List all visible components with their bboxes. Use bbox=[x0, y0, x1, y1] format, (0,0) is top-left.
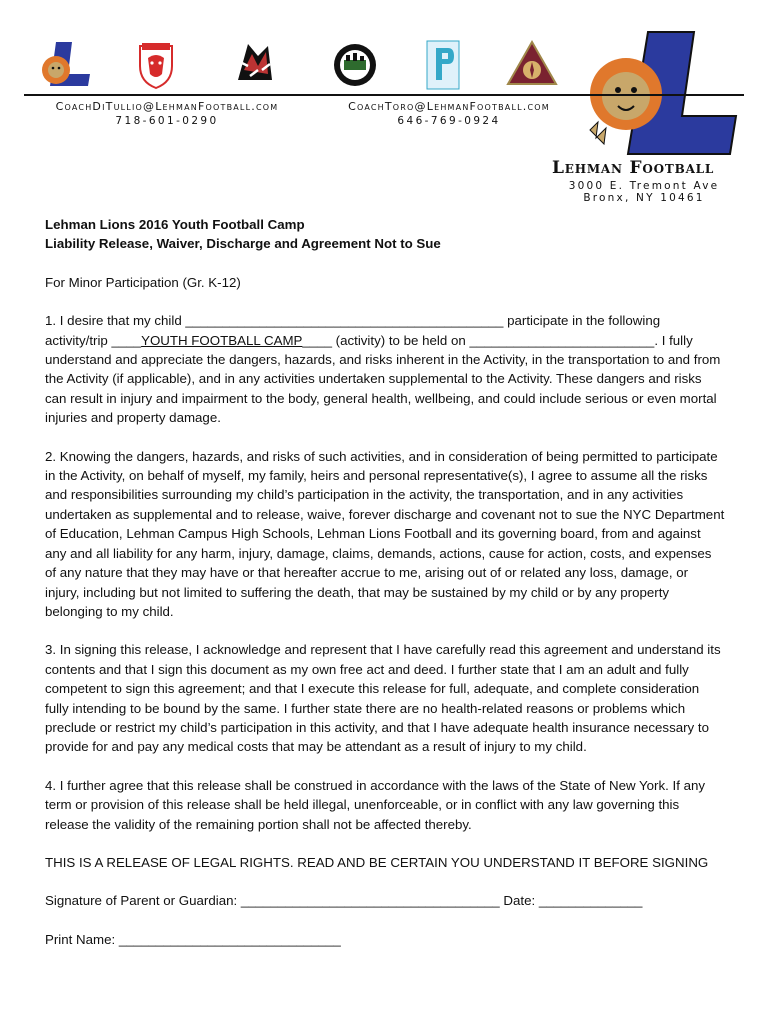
letter-p-logo bbox=[426, 40, 460, 90]
coach2-email: CoachToro@LehmanFootball.com bbox=[348, 100, 550, 113]
circle-badge-logo bbox=[332, 42, 378, 88]
document-title: Lehman Lions 2016 Youth Football Camp bbox=[45, 217, 305, 232]
tiger-logo bbox=[234, 40, 276, 86]
coach1-phone: 718-601-0290 bbox=[115, 115, 219, 127]
header-divider bbox=[24, 94, 744, 96]
release-document bbox=[45, 215, 725, 949]
participation-line: For Minor Participation (Gr. K-12) bbox=[45, 274, 241, 290]
coach2-phone: 646-769-0924 bbox=[397, 115, 501, 127]
print-name-line[interactable]: Print Name: ______________________________ bbox=[45, 931, 341, 947]
address-line-1: 3000 E. Tremont Ave bbox=[568, 180, 720, 192]
coach1-email: CoachDiTullio@LehmanFootball.com bbox=[55, 100, 279, 113]
paragraph-4: 4. I further agree that this release shall be construed in accordance with the laws of the State of New York. If any term or provision of this release shall be held illegal, unenforceable, or in conflict with any law governing this release the validity of the remaining portion shall not be affected thereby. bbox=[45, 777, 706, 832]
paragraph-1-start: 1. I desire that my child ___________________________________________ participate in the following activity/trip ____ bbox=[45, 313, 661, 348]
paragraph-2: 2. Knowing the dangers, hazards, and risks of such activities, and in consideration of being permitted to participate in the Activity, on behalf of myself, my family, heirs and personal representative(s), I agree to assume all the risks and responsibilities surrounding my child’s participation in the activity, the transportation, and in any activities undertaken as supplemental and to release, waive, forever discharge and covenant not to sue the NYC Department of Education, Lehman Campus High Schools, Lehman Lions Football and its governing board, from and against any and all liability for any harm, injury, damage, claims, demands, actions, cause for action, costs, and expenses of any nature that they may have or that hereafter accrue to me, arising out of or related any loss, damage, or injury, including but not limited to suffering the death, that may be sustained by my child or by any property belonging to my child. bbox=[45, 448, 725, 619]
bulldogs-logo bbox=[136, 40, 176, 90]
paragraph-3: 3. In signing this release, I acknowledge and represent that I have carefully read this agreement and understand its contents and that I sign this document as my own free act and deed. I further state that I am an adult and fully competent to sign this agreement; and that I execute this release for full, adequate, and complete consideration fully intending to be bound by the same. I further state there are no health-related reasons or problems which preclude or restrict my child’s participation in this activity, and that I have adequate health insurance necessary to provide for and pay any medical costs that may be attendant as a result of injury to my child. bbox=[45, 642, 721, 755]
coach1-contact bbox=[22, 100, 312, 128]
paragraph-1-end: ____ (activity) to be held on _________________________. I fully understand and appreciate the dangers, hazards, and risks inherent in the Activity, in the transportation to and from the Activity (if applicable), and in any activities undertaken supplemental to the Activity. These dangers and risks can result in injury and impairment to the body, general health, wellbeing, and could include serious or even mortal injuries and property damage. bbox=[45, 332, 721, 426]
legal-warning: THIS IS A RELEASE OF LEGAL RIGHTS. READ AND BE CERTAIN YOU UNDERSTAND IT BEFORE SIGNING bbox=[45, 854, 709, 870]
activity-name: YOUTH FOOTBALL CAMP bbox=[141, 332, 303, 348]
lehman-lion-logo bbox=[36, 40, 92, 90]
coach2-contact bbox=[318, 100, 580, 128]
signature-line[interactable]: Signature of Parent or Guardian: ___________________________________ Date: ______________ bbox=[45, 893, 643, 909]
paragraph-1 bbox=[45, 311, 725, 427]
document-subtitle: Liability Release, Waiver, Discharge and Agreement Not to Sue bbox=[45, 236, 441, 252]
address-line-2: Bronx, NY 10461 bbox=[583, 192, 705, 204]
triangle-logo bbox=[506, 40, 558, 88]
brand-name: Lehman Football bbox=[552, 158, 715, 178]
